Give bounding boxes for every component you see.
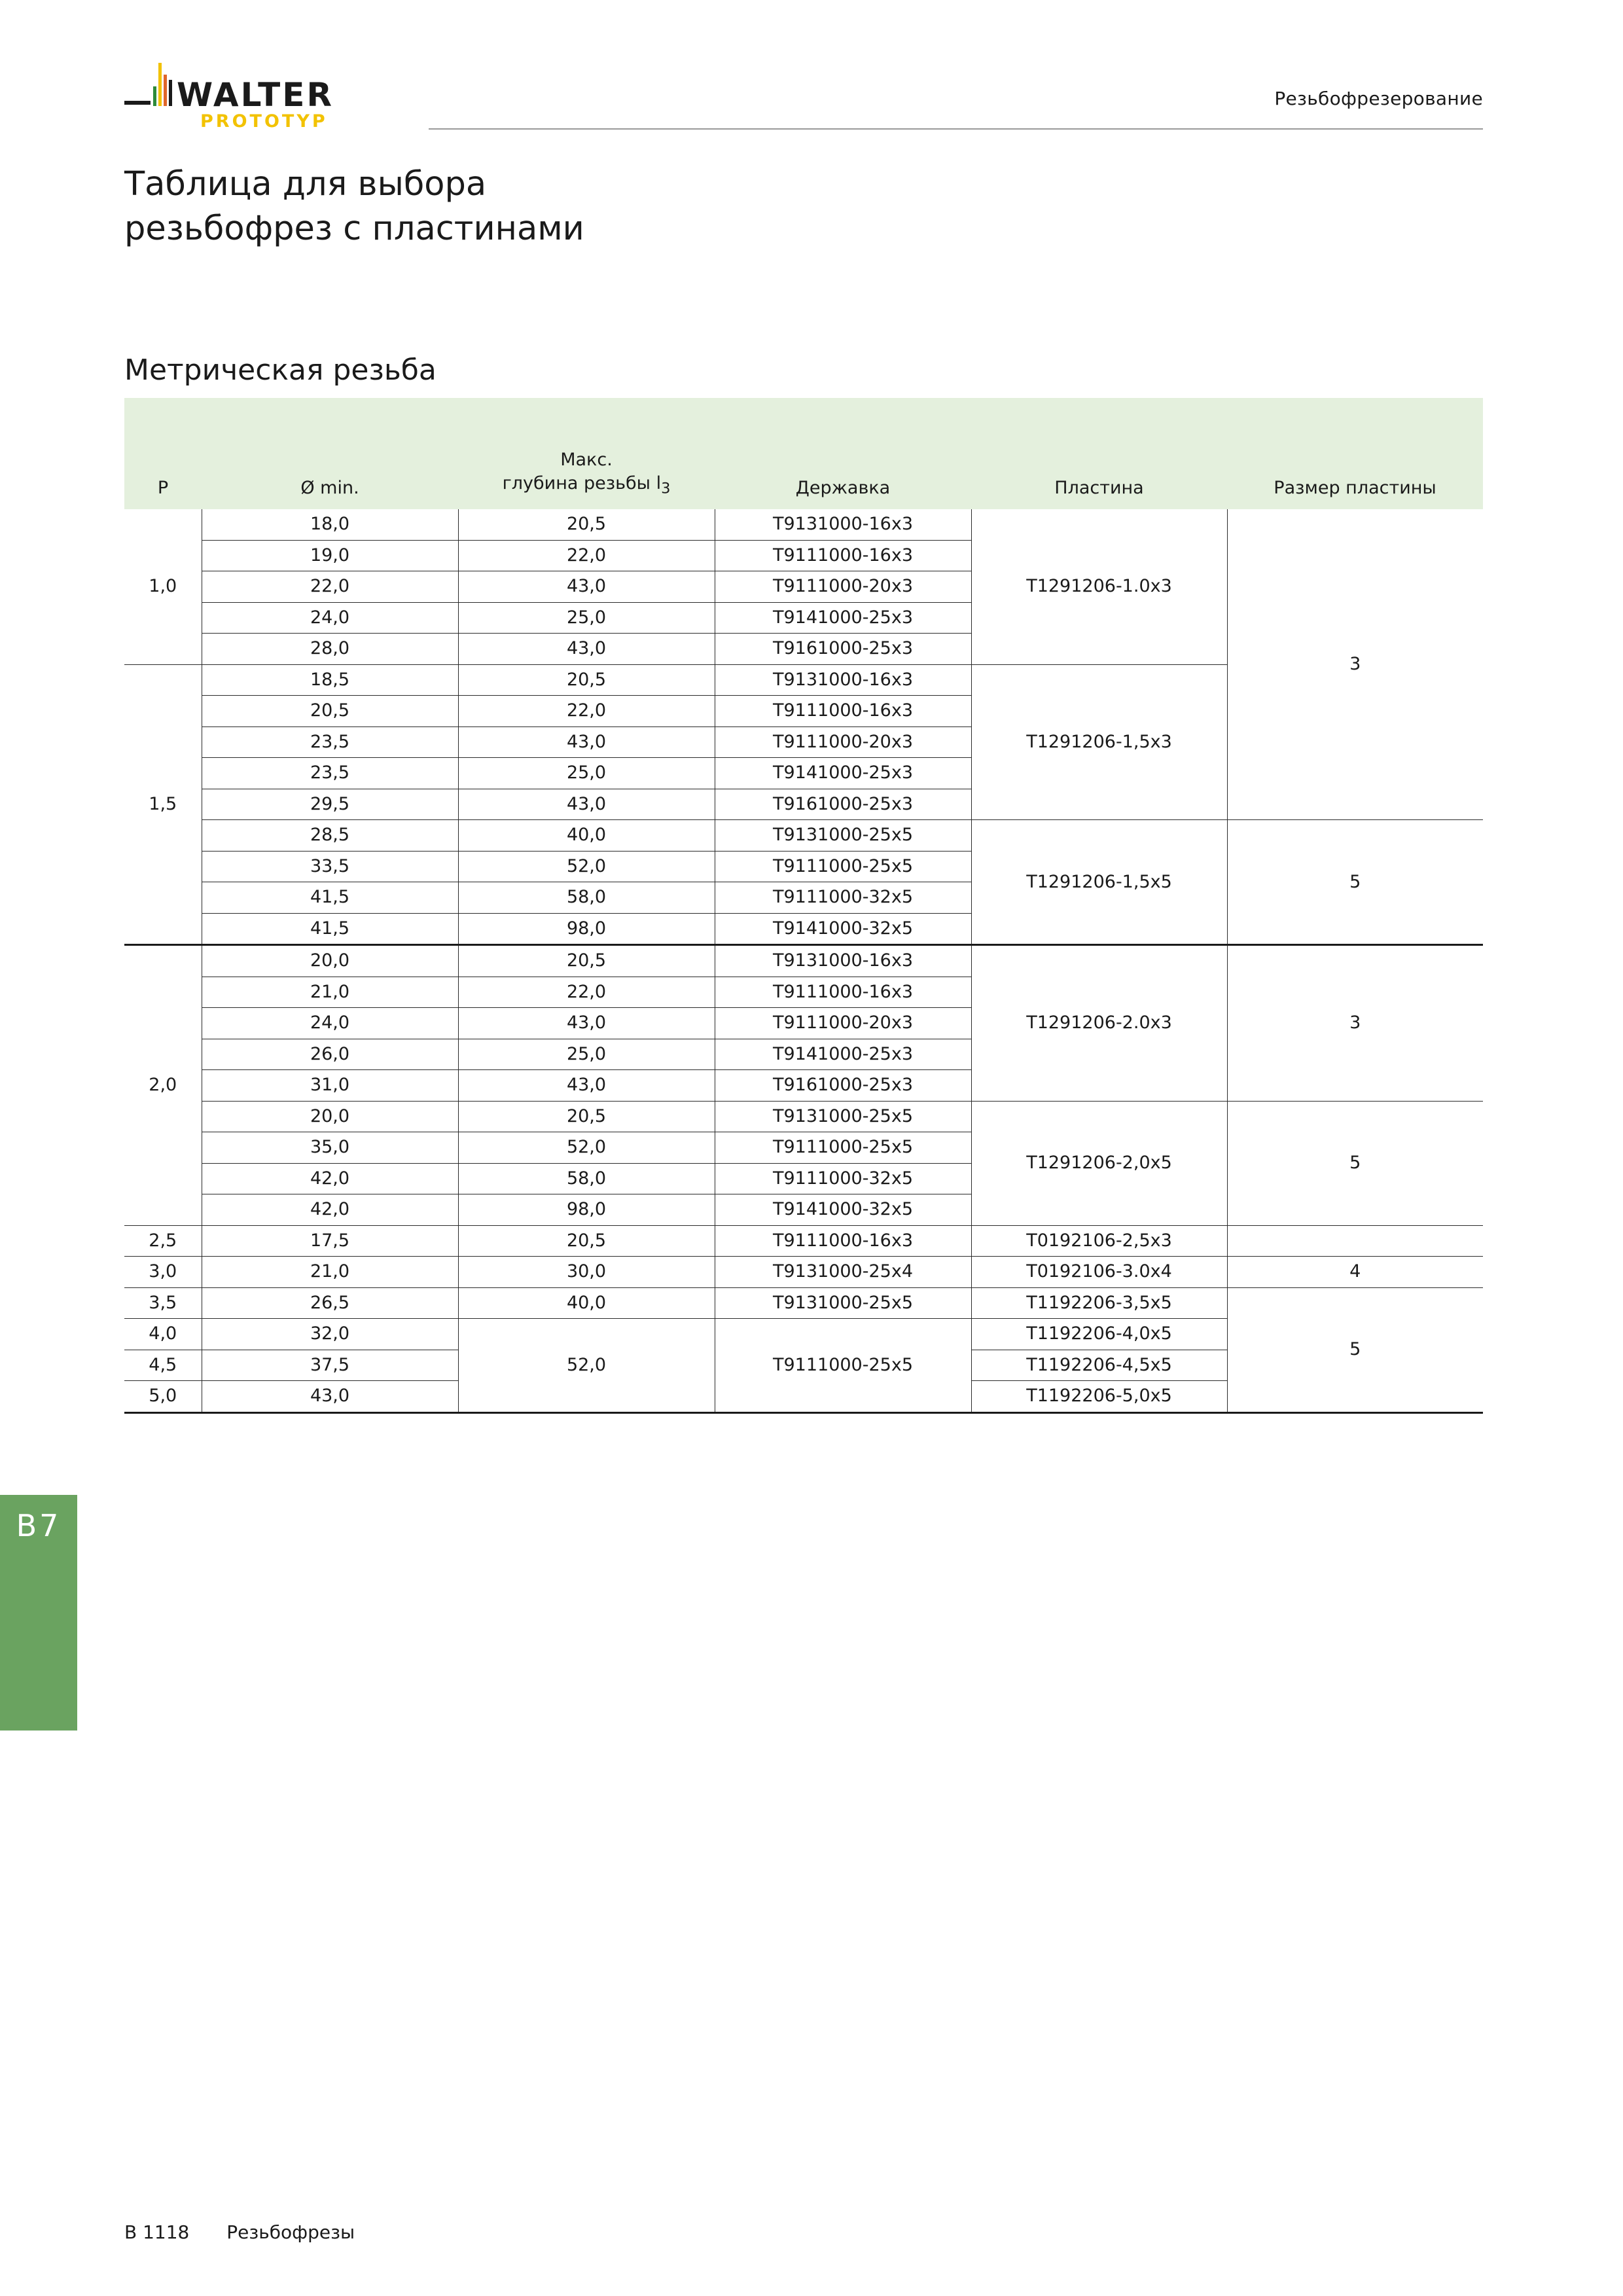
col-header-size: Размер пластины xyxy=(1227,398,1483,509)
depth-cell: 52,0 xyxy=(458,1319,715,1413)
col-header-p: P xyxy=(124,398,202,509)
depth-cell: 58,0 xyxy=(458,1163,715,1194)
dmin-cell: 37,5 xyxy=(202,1350,458,1381)
holder-cell: T9141000-32x5 xyxy=(715,1194,971,1226)
holder-cell: T9111000-32x5 xyxy=(715,1163,971,1194)
depth-cell: 20,5 xyxy=(458,945,715,977)
dmin-cell: 26,0 xyxy=(202,1039,458,1070)
depth-cell: 20,5 xyxy=(458,664,715,696)
header-rule xyxy=(429,128,1483,130)
holder-cell: T9131000-16x3 xyxy=(715,509,971,540)
insert-cell: T0192106-3.0x4 xyxy=(971,1257,1227,1288)
dmin-cell: 42,0 xyxy=(202,1194,458,1226)
holder-cell: T9161000-25x3 xyxy=(715,634,971,665)
holder-cell: T9131000-25x4 xyxy=(715,1257,971,1288)
holder-cell: T9141000-25x3 xyxy=(715,758,971,789)
insert-cell: T0192106-2,5x3 xyxy=(971,1225,1227,1257)
depth-cell: 25,0 xyxy=(458,602,715,634)
table-row xyxy=(124,820,1483,852)
depth-cell: 22,0 xyxy=(458,696,715,727)
holder-cell: T9111000-25x5 xyxy=(715,1319,971,1413)
page-title-line1: Таблица для выбора xyxy=(124,165,487,204)
dmin-cell: 20,0 xyxy=(202,945,458,977)
page-title xyxy=(124,162,584,251)
insert-cell: T1291206-1.0x3 xyxy=(971,509,1227,664)
p-cell: 5,0 xyxy=(124,1381,202,1413)
page-title-line2: резьбофрез с пластинами xyxy=(124,209,584,248)
selection-table-wrapper xyxy=(124,398,1483,1414)
p-cell: 1,5 xyxy=(124,664,202,945)
chapter-side-tab-label: B7 xyxy=(16,1508,62,1543)
holder-cell: T9111000-16x3 xyxy=(715,1225,971,1257)
col-header-dmin: Ø min. xyxy=(202,398,458,509)
col-header-depth xyxy=(458,398,715,509)
depth-cell: 43,0 xyxy=(458,726,715,758)
depth-header-line2: глубина резьбы l xyxy=(502,473,662,493)
depth-cell: 98,0 xyxy=(458,913,715,945)
col-header-insert: Пластина xyxy=(971,398,1227,509)
depth-cell: 22,0 xyxy=(458,977,715,1008)
size-cell: 3 xyxy=(1227,945,1483,1102)
p-cell: 2,5 xyxy=(124,1225,202,1257)
p-cell: 4,0 xyxy=(124,1319,202,1350)
insert-cell: T1192206-5,0x5 xyxy=(971,1381,1227,1413)
dmin-cell: 43,0 xyxy=(202,1381,458,1413)
size-cell: 5 xyxy=(1227,820,1483,945)
p-cell: 3,0 xyxy=(124,1257,202,1288)
dmin-cell: 19,0 xyxy=(202,540,458,571)
dmin-cell: 33,5 xyxy=(202,851,458,882)
dmin-cell: 23,5 xyxy=(202,726,458,758)
dmin-cell: 24,0 xyxy=(202,602,458,634)
size-cell: 4 xyxy=(1227,1257,1483,1288)
dmin-cell: 41,5 xyxy=(202,913,458,945)
depth-cell: 25,0 xyxy=(458,1039,715,1070)
holder-cell: T9141000-32x5 xyxy=(715,913,971,945)
depth-cell: 25,0 xyxy=(458,758,715,789)
dmin-cell: 35,0 xyxy=(202,1132,458,1164)
table-row xyxy=(124,1257,1483,1288)
table-header-row xyxy=(124,398,1483,509)
holder-cell: T9141000-25x3 xyxy=(715,602,971,634)
depth-cell: 52,0 xyxy=(458,1132,715,1164)
holder-cell: T9111000-20x3 xyxy=(715,726,971,758)
footer-label: Резьбофрезы xyxy=(226,2221,355,2243)
holder-cell: T9111000-25x5 xyxy=(715,1132,971,1164)
dmin-cell: 32,0 xyxy=(202,1319,458,1350)
holder-cell: T9111000-20x3 xyxy=(715,1008,971,1039)
insert-cell: T1192206-4,5x5 xyxy=(971,1350,1227,1381)
holder-cell: T9111000-25x5 xyxy=(715,851,971,882)
size-cell: 5 xyxy=(1227,1101,1483,1225)
depth-cell: 40,0 xyxy=(458,820,715,852)
table-row xyxy=(124,509,1483,540)
holder-cell: T9111000-20x3 xyxy=(715,571,971,603)
section-title: Метрическая резьба xyxy=(124,353,437,387)
chapter-side-tab xyxy=(0,1495,77,1731)
dmin-cell: 28,0 xyxy=(202,634,458,665)
dmin-cell: 42,0 xyxy=(202,1163,458,1194)
p-cell: 4,5 xyxy=(124,1350,202,1381)
holder-cell: T9131000-16x3 xyxy=(715,664,971,696)
insert-cell: T1291206-1,5x3 xyxy=(971,664,1227,820)
dmin-cell: 21,0 xyxy=(202,1257,458,1288)
dmin-cell: 24,0 xyxy=(202,1008,458,1039)
insert-cell: T1291206-2,0x5 xyxy=(971,1101,1227,1225)
logo-sub-text: PROTOTYP xyxy=(200,111,328,132)
depth-cell: 40,0 xyxy=(458,1287,715,1319)
depth-cell: 43,0 xyxy=(458,571,715,603)
size-cell: 5 xyxy=(1227,1287,1483,1412)
holder-cell: T9161000-25x3 xyxy=(715,789,971,820)
depth-cell: 43,0 xyxy=(458,634,715,665)
p-cell: 1,0 xyxy=(124,509,202,664)
dmin-cell: 21,0 xyxy=(202,977,458,1008)
col-header-holder: Державка xyxy=(715,398,971,509)
holder-cell: T9141000-25x3 xyxy=(715,1039,971,1070)
logo-main-text: WALTER xyxy=(177,76,334,114)
selection-table xyxy=(124,398,1483,1414)
depth-cell: 43,0 xyxy=(458,789,715,820)
holder-cell: T9131000-25x5 xyxy=(715,820,971,852)
walter-prototyp-logo xyxy=(124,60,399,134)
table-row xyxy=(124,1287,1483,1319)
dmin-cell: 18,5 xyxy=(202,664,458,696)
depth-cell: 30,0 xyxy=(458,1257,715,1288)
p-cell: 2,0 xyxy=(124,945,202,1226)
depth-cell: 22,0 xyxy=(458,540,715,571)
holder-cell: T9131000-16x3 xyxy=(715,945,971,977)
insert-cell: T1291206-2.0x3 xyxy=(971,945,1227,1102)
table-row xyxy=(124,1101,1483,1132)
depth-cell: 20,5 xyxy=(458,1225,715,1257)
size-cell xyxy=(1227,1225,1483,1257)
depth-cell: 43,0 xyxy=(458,1008,715,1039)
insert-cell: T1291206-1,5x5 xyxy=(971,820,1227,945)
depth-header-sub: 3 xyxy=(661,480,671,497)
holder-cell: T9131000-25x5 xyxy=(715,1287,971,1319)
holder-cell: T9111000-16x3 xyxy=(715,540,971,571)
depth-cell: 20,5 xyxy=(458,1101,715,1132)
holder-cell: T9111000-32x5 xyxy=(715,882,971,914)
dmin-cell: 28,5 xyxy=(202,820,458,852)
depth-cell: 52,0 xyxy=(458,851,715,882)
dmin-cell: 23,5 xyxy=(202,758,458,789)
holder-cell: T9161000-25x3 xyxy=(715,1070,971,1102)
depth-cell: 98,0 xyxy=(458,1194,715,1226)
dmin-cell: 41,5 xyxy=(202,882,458,914)
dmin-cell: 20,0 xyxy=(202,1101,458,1132)
dmin-cell: 22,0 xyxy=(202,571,458,603)
dmin-cell: 31,0 xyxy=(202,1070,458,1102)
p-cell: 3,5 xyxy=(124,1287,202,1319)
table-row xyxy=(124,945,1483,977)
dmin-cell: 17,5 xyxy=(202,1225,458,1257)
footer xyxy=(124,2221,355,2243)
header-section-label: Резьбофрезерование xyxy=(1274,88,1483,109)
holder-cell: T9111000-16x3 xyxy=(715,977,971,1008)
depth-header-line1: Макс. xyxy=(560,449,613,470)
holder-cell: T9131000-25x5 xyxy=(715,1101,971,1132)
dmin-cell: 20,5 xyxy=(202,696,458,727)
holder-cell: T9111000-16x3 xyxy=(715,696,971,727)
insert-cell: T1192206-4,0x5 xyxy=(971,1319,1227,1350)
dmin-cell: 26,5 xyxy=(202,1287,458,1319)
footer-page-number: B 1118 xyxy=(124,2221,190,2243)
size-cell: 3 xyxy=(1227,509,1483,820)
depth-cell: 58,0 xyxy=(458,882,715,914)
insert-cell: T1192206-3,5x5 xyxy=(971,1287,1227,1319)
depth-cell: 20,5 xyxy=(458,509,715,540)
depth-cell: 43,0 xyxy=(458,1070,715,1102)
dmin-cell: 18,0 xyxy=(202,509,458,540)
table-row xyxy=(124,1225,1483,1257)
dmin-cell: 29,5 xyxy=(202,789,458,820)
